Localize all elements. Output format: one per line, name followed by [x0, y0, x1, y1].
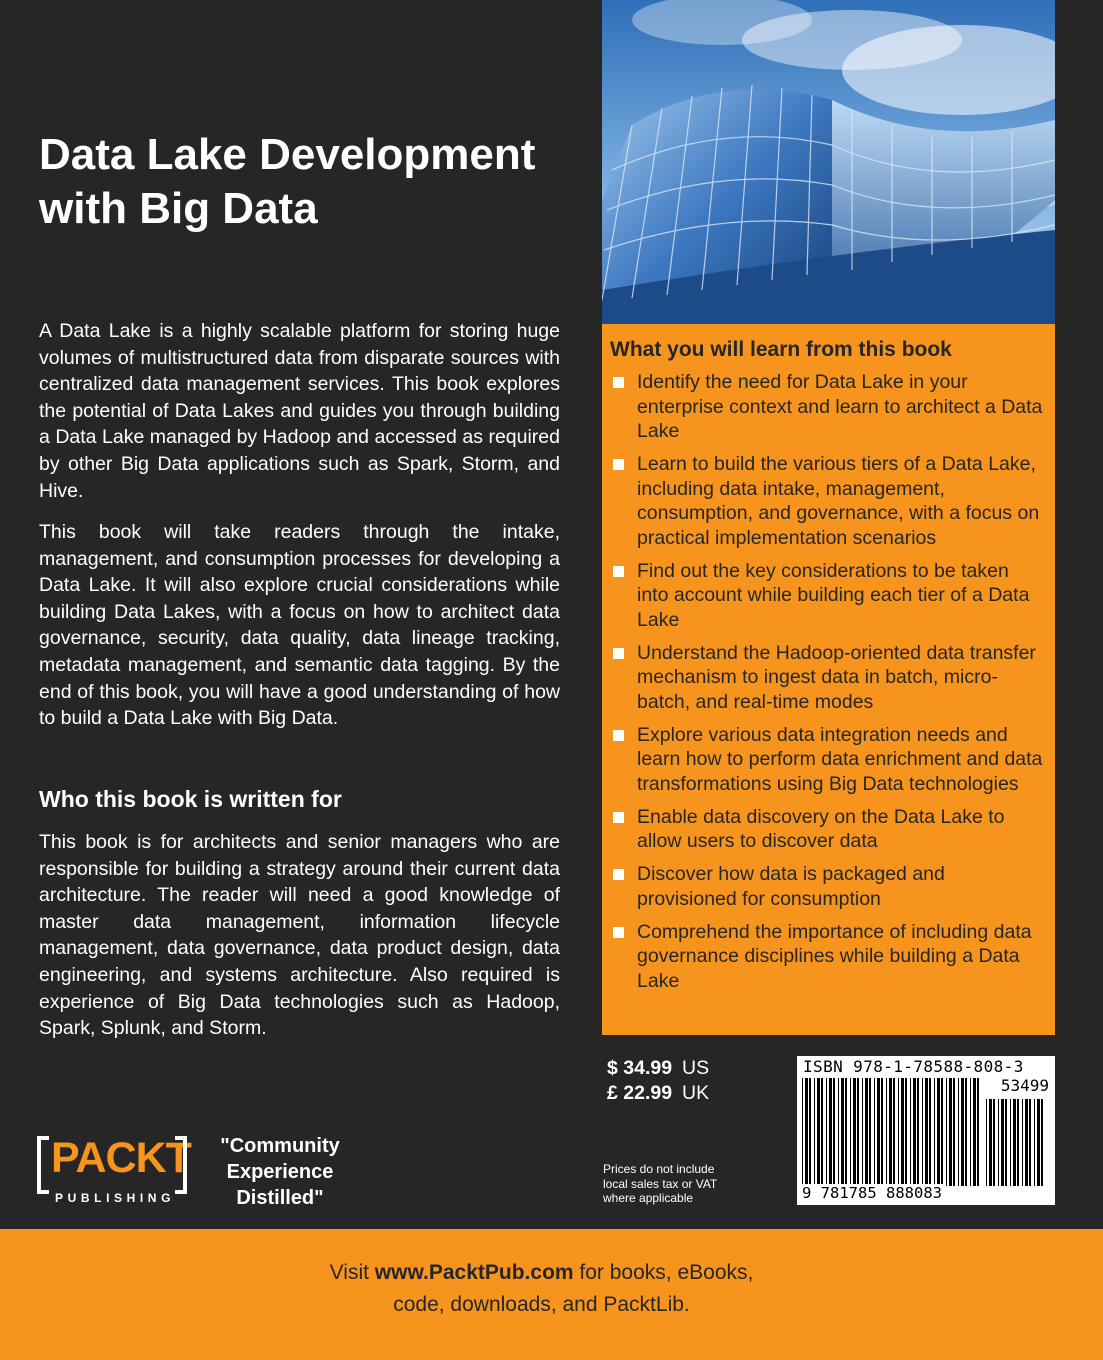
addon-barcode-bars: [986, 1099, 1046, 1186]
square-bullet-icon: [613, 869, 624, 880]
price-block: [607, 1056, 709, 1106]
learn-item-text: Discover how data is packaged and provisioned for consumption: [637, 863, 945, 910]
ean-number: 9 781785 888083: [802, 1184, 942, 1202]
price-us: [607, 1056, 709, 1081]
price-us-label: US: [682, 1057, 710, 1079]
square-bullet-icon: [613, 648, 624, 659]
slogan-line-1: "Community: [220, 1135, 340, 1157]
slogan-line-2: Experience: [226, 1161, 334, 1183]
isbn-number: ISBN 978-1-78588-808-3: [803, 1057, 1024, 1076]
price-us-amount: $ 34.99: [607, 1057, 673, 1079]
logo-word: PACKT: [51, 1134, 191, 1182]
footer-banner: [0, 1229, 1103, 1360]
learn-panel: [602, 324, 1055, 1035]
square-bullet-icon: [613, 730, 624, 741]
book-title: [39, 128, 579, 236]
logo-left-bracket: [37, 1136, 49, 1194]
description-paragraph-1: A Data Lake is a highly scalable platform for storing huge volumes of multistructured data from disparate sources with centralized data management services. This book explores the potential of Data Lakes and guides you through building a Data Lake managed by Hadoop and accessed as required by other Big Data applications such as Spark, Storm, and Hive.: [39, 320, 560, 502]
slogan-line-3: Distilled": [236, 1187, 324, 1209]
learn-item: [602, 920, 1055, 994]
price-note: [603, 1162, 733, 1206]
learn-heading: What you will learn from this book: [610, 338, 952, 361]
price-uk-label: UK: [682, 1082, 710, 1104]
learn-item: [602, 723, 1055, 797]
learn-item: [602, 370, 1055, 444]
isbn-barcode: [797, 1056, 1055, 1205]
learn-item-text: Find out the key considerations to be taken into account while building each tier of a Data Lake: [637, 559, 1030, 631]
price-uk: [607, 1081, 709, 1106]
square-bullet-icon: [613, 377, 624, 388]
learn-item: [602, 452, 1055, 550]
audience-heading: Who this book is written for: [39, 786, 342, 812]
ean-barcode-bars: [802, 1078, 982, 1186]
price-note-line-2: local sales tax or VAT: [603, 1176, 718, 1191]
packt-logo: [37, 1134, 191, 1208]
book-title-line2: with Big Data: [39, 184, 318, 233]
footer-text: [0, 1257, 1083, 1320]
square-bullet-icon: [613, 566, 624, 577]
logo-subtitle: PUBLISHING: [55, 1191, 176, 1205]
learn-item: [602, 862, 1055, 911]
learn-item-text: Explore various data integration needs and learn how to perform data enrichment and data transformations using Big Data technologies: [637, 723, 1043, 795]
learn-item-text: Enable data discovery on the Data Lake to allow users to discover data: [637, 805, 1005, 852]
learn-list: [602, 370, 1055, 1002]
learn-item-text: Understand the Hadoop-oriented data transfer mechanism to ingest data in batch, micro-batch, and real-time modes: [637, 641, 1036, 713]
price-uk-amount: £ 22.99: [607, 1082, 673, 1104]
learn-item: [602, 559, 1055, 633]
logo-right-bracket: [175, 1136, 187, 1194]
cover-photo-glass-building: [602, 0, 1055, 324]
learn-item-text: Learn to build the various tiers of a Data Lake, including data intake, management, consumption, and governance, with a focus on practical implementation scenarios: [637, 453, 1040, 549]
square-bullet-icon: [613, 812, 624, 823]
learn-item: [602, 641, 1055, 715]
learn-item-text: Identify the need for Data Lake in your enterprise context and learn to architect a Data Lake: [637, 371, 1043, 442]
publisher-slogan: [215, 1133, 345, 1211]
price-code-number: 53499: [1000, 1076, 1049, 1095]
footer-line1-suffix: for books, eBooks,: [573, 1261, 754, 1284]
footer-line-1: [0, 1257, 1083, 1289]
learn-item: [602, 805, 1055, 854]
square-bullet-icon: [613, 459, 624, 470]
price-note-line-3: where applicable: [603, 1191, 694, 1205]
footer-visit: Visit: [329, 1261, 375, 1284]
book-title-line1: Data Lake Development: [39, 130, 536, 179]
learn-item-text: Comprehend the importance of including data governance disciplines while building a Data Lake: [637, 920, 1032, 992]
footer-line-2: code, downloads, and PacktLib.: [393, 1292, 690, 1316]
square-bullet-icon: [613, 927, 624, 938]
description-paragraph-2: This book will take readers through the intake, management, and consumption processes for developing a Data Lake. It will also explore crucial considerations while building Data Lakes, with a focus on how to architect data governance, security, data quality, data lineage tracking, metadata management, and semantic data tagging. By the end of this book, you will have a good understanding of how to build a Data Lake with Big Data.: [39, 521, 560, 730]
audience-paragraph: This book is for architects and senior managers who are responsible for building a strategy around their current data architecture. The reader will need a good knowledge of master data management, information lifecycle management, data governance, data product design, data engineering, and systems architecture. Also required is experience of Big Data technologies such as Hadoop, Spark, Splunk, and Storm.: [39, 831, 560, 1040]
footer-url-link[interactable]: www.PacktPub.com: [374, 1261, 574, 1284]
price-note-line-1: Prices do not include: [603, 1162, 715, 1176]
